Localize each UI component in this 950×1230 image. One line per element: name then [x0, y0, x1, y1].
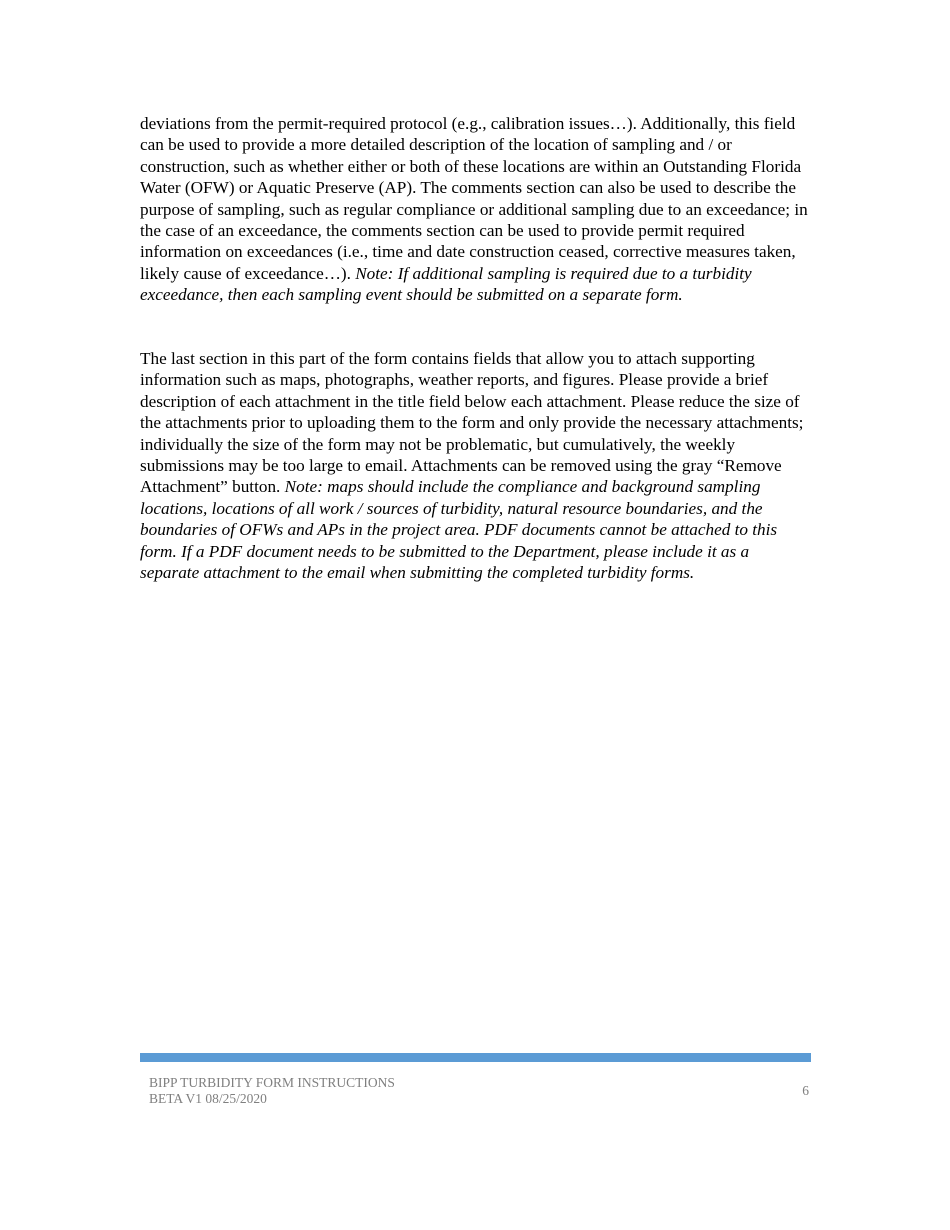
footer-document-title: BIPP TURBIDITY FORM INSTRUCTIONS [149, 1075, 395, 1090]
attachments-paragraph-text: The last section in this part of the form contains fields that allow you to attach supporting information such as maps, photographs, weather reports, and figures. Please provide a brief description of each attachment in the title field below each attachment. Please reduce the size of the attachments prior to uploading them to the form and only provide the necessary attachments; individually the size of the form may not be problematic, but cumulatively, the weekly submissions may be too large to email. Attachments can be removed using the gray “Remove Attachment” button. [140, 349, 804, 497]
page-number: 6 [802, 1083, 809, 1098]
footer-divider-bar [140, 1053, 811, 1062]
attachments-paragraph-note: Note: maps should include the compliance and background sampling locations, locations of all work / sources of turbidity, natural resource boundaries, and the boundaries of OFWs and APs in the project area. PDF documents cannot be attached to this form. If a PDF document needs to be submitted to the Department, please include it as a separate attachment to the email when submitting the completed turbidity forms. [140, 477, 778, 583]
comments-paragraph [140, 113, 812, 306]
comments-paragraph-text: deviations from the permit-required protocol (e.g., calibration issues…). Additionally, this field can be used to provide a more detailed description of the location of sampling and / or construction, such as whether either or both of these locations are within an Outstanding Florida Water (OFW) or Aquatic Preserve (AP). The comments section can also be used to describe the purpose of sampling, such as regular compliance or additional sampling due to an exceedance; in the case of an exceedance, the comments section can be used to provide permit required information on exceedances (i.e., time and date construction ceased, corrective measures taken, likely cause of exceedance…). [140, 114, 808, 283]
footer-document-info [149, 1075, 395, 1107]
comments-paragraph-note: Note: If additional sampling is required due to a turbidity exceedance, then each sampling event should be submitted on a separate form. [140, 263, 752, 305]
attachments-paragraph [140, 348, 812, 583]
footer-version-date: BETA V1 08/25/2020 [149, 1091, 267, 1106]
